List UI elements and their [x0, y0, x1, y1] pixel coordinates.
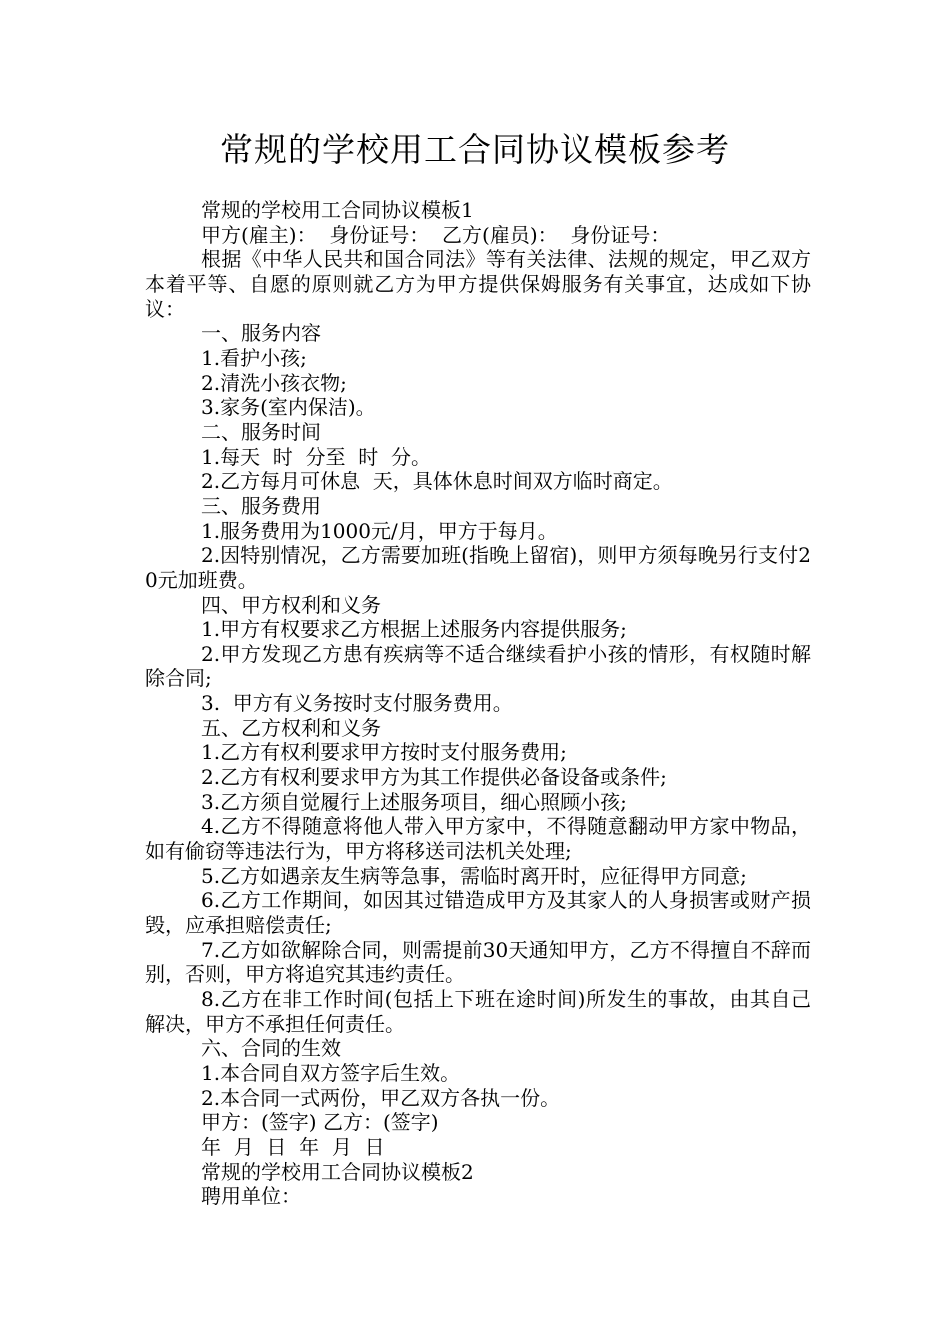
clause-item: 4.乙方不得随意将他人带入甲方家中，不得随意翻动甲方家中物品，如有偷窃等违法行为，甲方将移送司法机关处理; — [145, 814, 811, 864]
clause-item: 3.乙方须自觉履行上述服务项目，细心照顾小孩; — [201, 789, 627, 814]
clause-item: 3.家务(室内保洁)。 — [201, 395, 376, 420]
clause-item: 2.乙方有权利要求甲方为其工作提供必备设备或条件; — [201, 765, 667, 790]
clause-heading: 二、服务时间 — [201, 419, 321, 444]
clause-item: 6.乙方工作期间，如因其过错造成甲方及其家人的人身损害或财产损毁，应承担赔偿责任; — [145, 888, 811, 938]
clause-item: 1.本合同自双方签字后生效。 — [201, 1060, 461, 1085]
preamble-paragraph: 根据《中华人民共和国合同法》等有关法律、法规的规定，甲乙双方本着平等、自愿的原则就乙方为甲方提供保姆服务有关事宜，达成如下协议： — [145, 247, 811, 321]
signature-line: 甲方：(签字) 乙方：(签字) — [201, 1110, 439, 1135]
document-body — [145, 198, 811, 1209]
clause-heading: 五、乙方权利和义务 — [201, 715, 381, 740]
clause-item: 2.甲方发现乙方患有疾病等不适合继续看护小孩的情形，有权随时解除合同; — [145, 641, 811, 691]
section-heading: 常规的学校用工合同协议模板1 — [201, 198, 474, 222]
clause-item: 1.服务费用为1000元/月，甲方于每月。 — [201, 518, 558, 543]
clause-item: 7.乙方如欲解除合同，则需提前30天通知甲方，乙方不得擅自不辞而别，否则，甲方将追究其违约责任。 — [145, 937, 811, 987]
clause-item: 2.清洗小孩衣物; — [201, 370, 347, 395]
clause-item: 2.乙方每月可休息 天，具体休息时间双方临时商定。 — [201, 469, 673, 494]
clause-item: 1.看护小孩; — [201, 345, 307, 370]
clause-item: 2.因特别情况，乙方需要加班(指晚上留宿)，则甲方须每晚另行支付20元加班费。 — [145, 543, 811, 592]
section-heading: 常规的学校用工合同协议模板2 — [201, 1159, 474, 1184]
party-line: 甲方(雇主)： 身份证号： 乙方(雇员)： 身份证号： — [201, 222, 671, 247]
employer-line: 聘用单位： — [201, 1184, 301, 1209]
clause-heading: 一、服务内容 — [201, 321, 321, 346]
clause-item: 1.每天 时 分至 时 分。 — [201, 444, 431, 469]
clause-heading: 三、服务费用 — [201, 493, 321, 518]
clause-item: 1.乙方有权利要求甲方按时支付服务费用; — [201, 740, 567, 765]
clause-item: 1.甲方有权要求乙方根据上述服务内容提供服务; — [201, 617, 627, 642]
clause-item: 3. 甲方有义务按时支付服务费用。 — [201, 691, 513, 716]
date-line: 年 月 日 年 月 日 — [201, 1134, 385, 1159]
clause-heading: 四、甲方权利和义务 — [201, 592, 381, 617]
clause-heading: 六、合同的生效 — [201, 1036, 341, 1061]
clause-item: 2.本合同一式两份，甲乙双方各执一份。 — [201, 1085, 561, 1110]
clause-item: 5.乙方如遇亲友生病等急事，需临时离开时，应征得甲方同意; — [201, 863, 747, 888]
document-title: 常规的学校用工合同协议模板参考 — [220, 130, 730, 169]
clause-item: 8.乙方在非工作时间(包括上下班在途时间)所发生的事故，由其自己解决，甲方不承担任何责任。 — [145, 987, 811, 1036]
